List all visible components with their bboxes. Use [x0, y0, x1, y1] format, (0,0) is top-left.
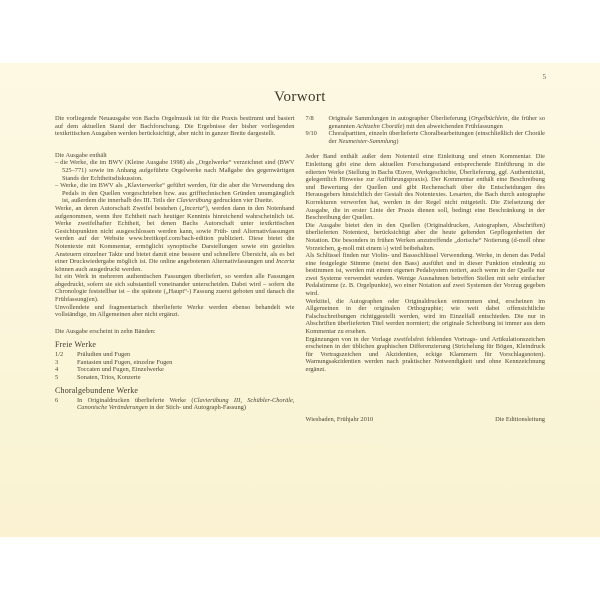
volume-list-row — [55, 374, 295, 382]
volume-label: In Originaldrucken überlieferte Werke (Clavierübung III, Schübler-Choräle, Canonische Veränderungen in der Stich- und Autograph-Fassung) — [77, 396, 295, 412]
section-heading-choralgebundene-werke: Choralgebundene Werke — [55, 386, 139, 396]
paragraph: Als Schlüssel finden nur Violin- und Bassschlüssel Verwendung. Werke, in denen das Pedal eine festgelegte Stimme (meist den Bass) ausführt und in dieser Funktion eindeutig zu bestimmen ist, werden mit einem eigenen Pedalsystem notiert, auch wenn in der Quelle nur zwei Systeme verwendet wurden. Wenige Ausnahmen betreffen Stellen mit sehr einfacher Pedalstimme (z. B. Orgelpunkte), wo einer Notation auf zwei Systemen der Vorzug gegeben wird. — [305, 252, 545, 298]
volume-label: Fantasien und Fugen, einzelne Fugen — [77, 358, 173, 366]
intro-paragraph: Die vorliegende Neuausgabe von Bachs Orgelmusik ist für die Praxis bestimmt und basiert auf dem aktuellen Stand der Bachforschung. Die Ergebnisse der bisher vorliegenden textkritischen Ausgaben werden berücksichtigt, aber nicht in ganzer Breite dargestellt. — [55, 115, 295, 138]
text-columns — [0, 115, 600, 423]
footer-place-date: Wiesbaden, Frühjahr 2010 — [305, 415, 374, 423]
volume-number: 4 — [55, 366, 59, 374]
volume-number: 5 — [55, 373, 59, 381]
bullet-item: – Werke, die im BWV als „Klavierwerke“ geführt werden, für die aber die Verwendung des Pedals in den Quellen vorgeschrieben bzw. aus grifftechnischen Gründen unumgänglich ist, außerdem die innerhalb des III. Teils der Clavierübung gedruckten vier Duette. — [55, 182, 295, 205]
volumes-heading: Die Ausgabe erscheint in zehn Bänden: — [55, 327, 156, 335]
volume-number: 3 — [55, 358, 59, 366]
volume-list-row — [55, 397, 295, 412]
volume-list-row — [306, 115, 546, 130]
volume-label: Choralpartiten, einzeln überlieferte Choralbearbeitungen (einschließlich der Choräle der Neumeister-Sammlung) — [328, 130, 545, 145]
right-column — [306, 115, 546, 423]
colophon-line — [306, 416, 546, 424]
page-number: 5 — [542, 73, 546, 81]
volume-number: 6 — [55, 396, 59, 404]
volume-list-row — [55, 351, 295, 359]
page-title: Vorwort — [274, 89, 326, 105]
bullet-item: – die Werke, die im BWV (Kleine Ausgabe 1998) als „Orgelwerke“ verzeichnet sind (BWV 525–771) sowie im Anhang aufgeführte Orgelwerke nach Maßgabe des gegenwärtigen Stands der Echtheitsdiskussion. — [55, 159, 295, 182]
paragraph: Die Ausgabe bietet den in den Quellen (Originaldrucken, Autographen, Abschriften) überlieferten Notentext, berücksichtigt aber die heute geltenden Gepflogenheiten der Notation. Die besonders in frühen Werken anzutreffende „dorische“ Notierung (d-moll ohne Vorzeichen, g-moll mit einem ♭) wird beibehalten. — [305, 221, 545, 252]
footer-signoff: Die Editionsleitung — [495, 415, 545, 423]
volume-number: 9/10 — [305, 130, 317, 138]
left-column — [55, 115, 295, 423]
volume-label: Präludien und Fugen — [77, 350, 131, 358]
paragraph: Werke, an deren Autorschaft Zweifel bestehen („Incerta“), werden dann in den Notenband aufgenommen, wenn ihre Echtheit nach heutiger Kenntnis hinreichend wahrscheinlich ist. Werke zweifelhafter Echtheit, bei denen Bachs Autorschaft unter textkritischen Gesichtspunkten nicht ausgeschlossen werden kann, sowie Früh- und Alternativfassungen werden auf der Website www.breitkopf.com/bach-edition publiziert. Diese bietet die Notentexte mit Kommentar, ermöglicht synoptische Darstellungen sowie ein gezieltes Ansteuern einzelner Takte und bietet damit eine bessere und schnellere Übersicht, als es bei einer Druckwiedergabe möglich ist. Die online angebotenen Alternativfassungen und Incerta können auch ausgedruckt werden. — [55, 204, 295, 273]
volume-list-row — [55, 359, 295, 367]
volume-label: Sonaten, Trios, Konzerte — [77, 373, 141, 381]
paragraph: Ist ein Werk in mehreren authentischen Fassungen überliefert, so werden alle Fassungen abgedruckt, sofern sie sich substantiell voneinander unterscheiden. Dabei wird – sofern die Chronologie feststellbar ist – die späteste („Haupt“-) Fassung zuerst geboten und danach die Frühfassung(en). — [55, 273, 295, 304]
paragraph: Jeder Band enthält außer dem Notenteil eine Einleitung und einen Kommentar. Die Einleitung gibt eine dem aktuellen Forschungsstand entsprechende Einführung in die edierten Werke (Stellung in Bachs Œuvre, Werkgeschichte, Überlieferung, ggf. Authentizität, gelegentlich Hinweise zur Aufführungspraxis). Der Kommentar enthält eine Beschreibung und Bewertung der Quellen und gibt Rechenschaft über die Entscheidungen des Herausgebers hinsichtlich der Gestalt des Notentextes. Lesarten, die Bach durch autographe Korrekturen verworfen hat, werden in der Regel nicht mitgeteilt. Die Zielsetzung der Ausgabe, die in erster Linie der Praxis dienen soll, bedingt eine Beschränkung in der Beschreibung der Quellen. — [305, 153, 545, 222]
paragraph: Unvollendete und fragmentarisch überlieferte Werke werden ebenso behandelt wie vollständige, im Allgemeinen aber nicht ergänzt. — [55, 303, 295, 319]
volume-list-row — [55, 366, 295, 374]
volume-label: Originale Sammlungen in autographer Überlieferung (Orgelbüchlein, die früher so genannten Achtzehn Choräle) mit den abweichenden Frühfassungen — [328, 115, 545, 130]
list-intro: Die Ausgabe enthält — [55, 151, 107, 159]
paragraph: Ergänzungen von in der Vorlage zweifelsfrei fehlenden Vortrags- und Artikulationszeichen erscheinen in der üblichen graphischen Differenzierung (Strichelung für Bögen, Kleindruck für Vortragszeichen und Akzidentien, eckige Klammern für Vorschlagsnoten). Warnungsakzidentien werden nach praktischer Notwendigkeit und ohne Kennzeichnung ergänzt. — [305, 335, 545, 373]
paragraph: Werktitel, die Autographen oder Originaldrucken entnommen sind, erscheinen im Allgemeinen in der originalen Orthographie; wie weit dabei offensichtliche Falschschreibungen richtiggestellt werden, wird im Einzelfall entschieden. Die nur in Abschriften überlieferten Titel werden normiert; die originale Schreibung ist immer aus dem Kommentar zu ersehen. — [305, 297, 545, 336]
volume-label: Toccaten und Fugen, Einzelwerke — [77, 366, 164, 374]
section-heading-freie-werke: Freie Werke — [55, 340, 97, 350]
volume-list-row — [306, 130, 546, 145]
book-page — [0, 63, 600, 537]
volume-number: 1/2 — [55, 350, 64, 358]
volume-number: 7/8 — [305, 115, 314, 122]
